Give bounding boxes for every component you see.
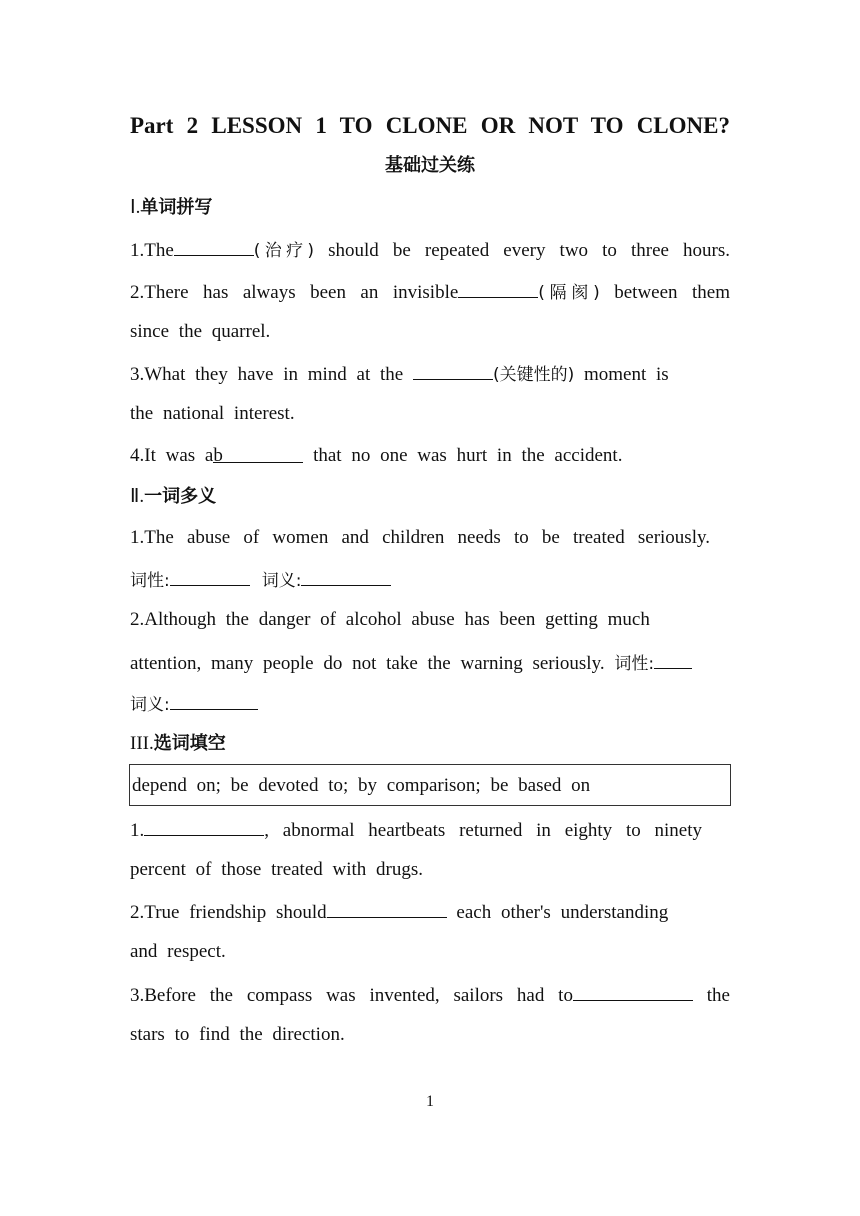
answer-blank[interactable]: [573, 982, 693, 1001]
answer-blank[interactable]: [413, 361, 493, 380]
page-subtitle: 基础过关练: [385, 155, 475, 176]
section-heading-fill: [130, 732, 730, 756]
spelling-question-3: 3.What they have in mind at the (关键性的) moment is: [130, 361, 710, 387]
section-heading-polysemy: [130, 485, 730, 509]
pos-blank[interactable]: [170, 567, 250, 586]
word-bank-text: depend on; be devoted to; by comparison; be based on: [132, 775, 591, 796]
fill-question-2: 2.True friendship should each other's understanding: [130, 899, 700, 925]
answer-blank[interactable]: b: [213, 444, 303, 463]
fill-question-1-cont: percent of those treated with drugs.: [130, 859, 424, 880]
polysemy-question-2: 2.Although the danger of alcohol abuse has been getting much: [130, 609, 650, 630]
fill-question-3-cont: stars to find the direction.: [130, 1024, 345, 1045]
section-numeral: III.: [130, 733, 154, 754]
fill-question-2-cont: and respect.: [130, 941, 226, 962]
section-title: 选词填空: [153, 733, 226, 754]
answer-blank[interactable]: [458, 279, 538, 298]
section-title: 一词多义: [144, 486, 217, 507]
fill-question-3: 3.Before the compass was invented, sailors had to the: [130, 982, 730, 1008]
spelling-question-4: 4.It was ab that no one was hurt in the accident.: [130, 445, 623, 466]
answer-blank[interactable]: [144, 817, 264, 836]
section-numeral: Ⅱ.: [130, 486, 145, 507]
meaning-blank[interactable]: [170, 691, 258, 710]
meaning-blank[interactable]: [301, 567, 391, 586]
page-number: 1: [426, 1093, 434, 1110]
answer-blank[interactable]: [174, 237, 254, 256]
pos-blank[interactable]: [654, 650, 692, 669]
spelling-question-1: 1.The (治疗) should be repeated every two to three hours.: [130, 237, 730, 263]
page-title: Part 2 LESSON 1 TO CLONE OR NOT TO CLONE?: [130, 113, 730, 138]
polysemy-question-2-meaning: 词义:: [130, 691, 730, 717]
fill-question-1: 1. , abnormal heartbeats returned in eighty to ninety: [130, 817, 702, 843]
polysemy-question-1-answers: 词性: 词义:: [130, 567, 730, 593]
spelling-question-3-cont: the national interest.: [130, 403, 295, 424]
word-bank-box: [129, 764, 731, 806]
spelling-question-2: 2.There has always been an invisible (隔阂) between them: [130, 279, 730, 305]
spelling-question-2-cont: since the quarrel.: [130, 321, 271, 342]
section-heading-spelling: [130, 196, 730, 220]
polysemy-question-1: 1.The abuse of women and children needs to be treated seriously.: [130, 527, 710, 548]
polysemy-question-2-cont: attention, many people do not take the warning seriously. 词性:: [130, 650, 730, 676]
answer-blank[interactable]: [327, 899, 447, 918]
section-numeral: Ⅰ.: [130, 197, 141, 218]
section-title: 单词拼写: [140, 197, 213, 218]
